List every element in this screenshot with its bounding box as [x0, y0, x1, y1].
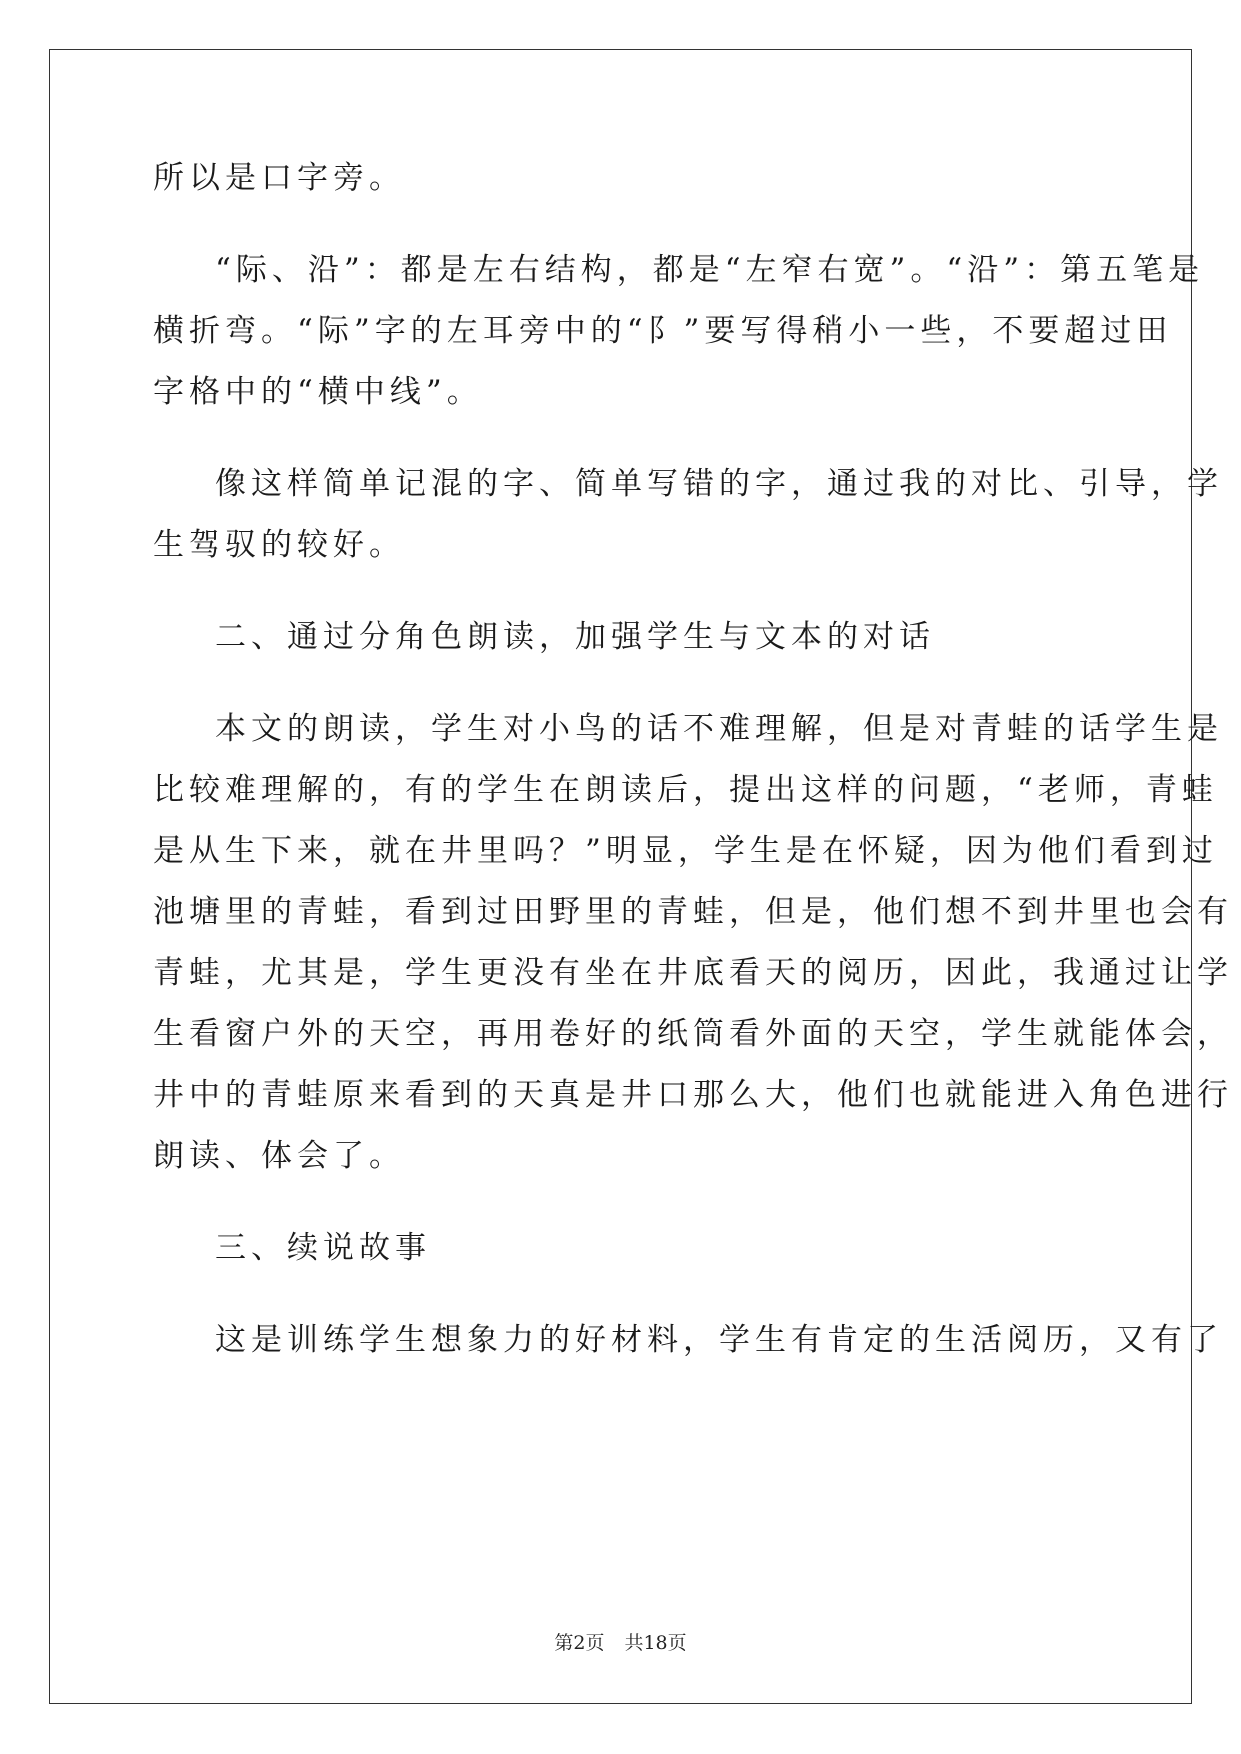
section-heading: 三、续说故事: [215, 1230, 431, 1266]
text-line: 本文的朗读，学生对小鸟的话不难理解，但是对青蛙的话学生是: [215, 711, 1223, 747]
text-line: 横折弯。“际”字的左耳旁中的“阝”要写得稍小一些，不要超过田: [153, 313, 1173, 349]
page-footer: [0, 1628, 1241, 1655]
text-line: 字格中的“横中线”。: [153, 374, 483, 410]
text-line: 这是训练学生想象力的好材料，学生有肯定的生活阅历，又有了: [215, 1322, 1223, 1358]
page-number: 第2页: [554, 1632, 605, 1654]
text-line: “际、沿”：都是左右结构，都是“左窄右宽”。“沿”：第五笔是: [215, 252, 1205, 288]
text-line: 是从生下来，就在井里吗？”明显，学生是在怀疑，因为他们看到过: [153, 833, 1218, 869]
text-line: 生驾驭的较好。: [153, 527, 405, 563]
text-line: 生看窗户外的天空，再用卷好的纸筒看外面的天空，学生就能体会，: [153, 1016, 1233, 1052]
text-line: 朗读、体会了。: [153, 1138, 405, 1174]
text-line: 井中的青蛙原来看到的天真是井口那么大，他们也就能进入角色进行: [153, 1077, 1233, 1113]
text-line: 像这样简单记混的字、简单写错的字，通过我的对比、引导，学: [215, 466, 1223, 502]
text-line: 青蛙，尤其是，学生更没有坐在井底看天的阅历，因此，我通过让学: [153, 955, 1233, 991]
text-line: 池塘里的青蛙，看到过田野里的青蛙，但是，他们想不到井里也会有: [153, 894, 1233, 930]
page-total: 共18页: [624, 1632, 687, 1654]
section-heading: 二、通过分角色朗读，加强学生与文本的对话: [215, 619, 935, 655]
text-line: 所以是口字旁。: [153, 160, 405, 196]
text-line: 比较难理解的，有的学生在朗读后，提出这样的问题，“老师，青蛙: [153, 772, 1218, 808]
document-body: [153, 148, 1233, 1371]
